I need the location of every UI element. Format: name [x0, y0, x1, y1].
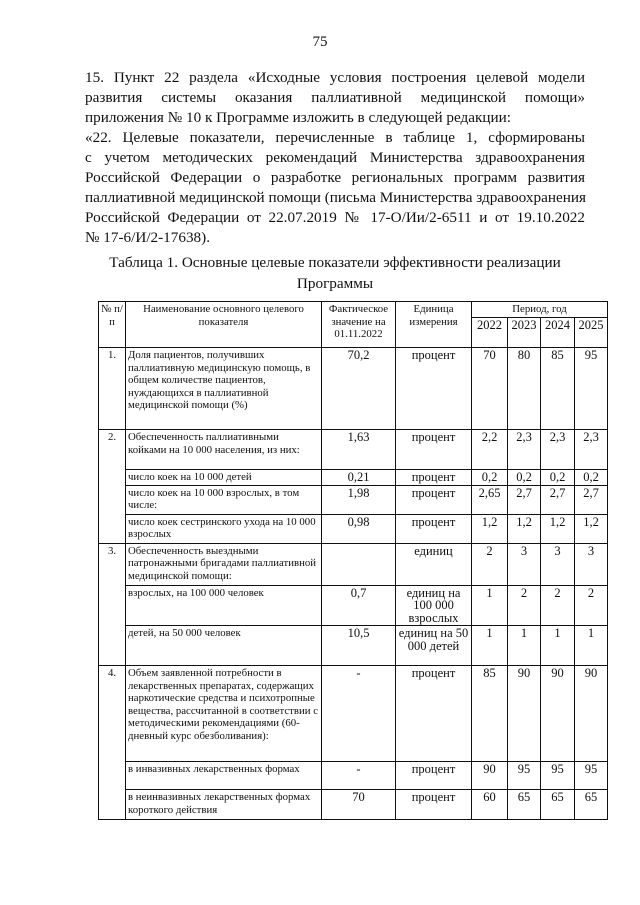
page-number: 75	[312, 34, 328, 50]
row-value-2022: 1	[472, 626, 508, 666]
header-period: Период, год	[472, 302, 608, 318]
header-num: № п/п	[99, 302, 126, 348]
row-value-2023: 3	[508, 543, 541, 585]
row-unit: процент	[396, 514, 472, 543]
row-value-2025: 95	[575, 762, 608, 790]
row-value-2023: 1,2	[508, 514, 541, 543]
row-value-2022: 2	[472, 543, 508, 585]
row-actual: 1,63	[322, 430, 396, 470]
row-actual: 0,98	[322, 514, 396, 543]
table-row	[99, 666, 608, 762]
row-value-2024: 0,2	[541, 470, 575, 486]
table-row	[99, 762, 608, 790]
row-actual: 0,21	[322, 470, 396, 486]
row-actual: 10,5	[322, 626, 396, 666]
row-name: взрослых, на 100 000 человек	[126, 585, 322, 626]
row-value-2022: 2,2	[472, 430, 508, 470]
row-value-2024: 2,7	[541, 485, 575, 514]
row-value-2023: 80	[508, 348, 541, 430]
row-value-2024: 2,3	[541, 430, 575, 470]
row-unit: единиц на 50 000 детей	[396, 626, 472, 666]
row-value-2025: 2,7	[575, 485, 608, 514]
row-actual: -	[322, 762, 396, 790]
table-row	[99, 543, 608, 585]
row-value-2023: 2,3	[508, 430, 541, 470]
row-name: Обеспеченность выездными патронажными бригадами паллиативной медицинской помощи:	[126, 543, 322, 585]
row-value-2024: 1	[541, 626, 575, 666]
row-unit: процент	[396, 666, 472, 762]
table-title-line-1: Таблица 1. Основные целевые показатели эффективности реализации	[109, 254, 561, 271]
row-value-2024: 2	[541, 585, 575, 626]
row-name: число коек сестринского ухода на 10 000 взрослых	[126, 514, 322, 543]
table-row	[99, 430, 608, 470]
row-value-2023: 0,2	[508, 470, 541, 486]
row-actual: 70,2	[322, 348, 396, 430]
row-value-2025: 3	[575, 543, 608, 585]
row-value-2025: 65	[575, 790, 608, 820]
paragraph-2-line-2: с учетом методических рекомендаций Министерства здравоохранения	[85, 149, 585, 166]
row-name: число коек на 10 000 детей	[126, 470, 322, 486]
row-name: Объем заявленной потребности в лекарственных препаратах, содержащих наркотические средства и психотропные вещества, рассчитанной в соответствии с методическими рекомендациями (60-дневный курс обезболивания):	[126, 666, 322, 762]
row-value-2022: 70	[472, 348, 508, 430]
row-num: 1.	[99, 348, 126, 430]
paragraph-1-line-3: приложения № 10 к Программе изложить в следующей редакции:	[85, 109, 511, 126]
table-row	[99, 348, 608, 430]
paragraph-1-line-2: развития системы оказания паллиативной медицинской помощи»	[85, 89, 585, 106]
header-year-2023: 2023	[508, 318, 541, 348]
row-value-2023: 1	[508, 626, 541, 666]
row-value-2024: 90	[541, 666, 575, 762]
row-value-2025: 1	[575, 626, 608, 666]
table-title-line-2: Программы	[296, 275, 374, 292]
row-value-2024: 95	[541, 762, 575, 790]
row-unit: процент	[396, 348, 472, 430]
row-name: в инвазивных лекарственных формах	[126, 762, 322, 790]
row-unit: единиц на 100 000 взрослых	[396, 585, 472, 626]
row-value-2022: 0,2	[472, 470, 508, 486]
row-value-2024: 65	[541, 790, 575, 820]
row-name: детей, на 50 000 человек	[126, 626, 322, 666]
paragraph-1-line-1: 15. Пункт 22 раздела «Исходные условия построения целевой модели	[85, 69, 585, 86]
table-row	[99, 485, 608, 514]
row-actual: -	[322, 666, 396, 762]
row-value-2023: 90	[508, 666, 541, 762]
row-value-2024: 85	[541, 348, 575, 430]
row-value-2024: 3	[541, 543, 575, 585]
row-value-2022: 90	[472, 762, 508, 790]
row-num: 4.	[99, 666, 126, 820]
row-value-2023: 65	[508, 790, 541, 820]
row-value-2022: 1,2	[472, 514, 508, 543]
row-value-2025: 90	[575, 666, 608, 762]
row-num: 3.	[99, 543, 126, 666]
row-value-2022: 1	[472, 585, 508, 626]
row-unit: процент	[396, 790, 472, 820]
paragraph-2-line-6: № 17-6/И/2-17638).	[85, 229, 211, 246]
row-value-2025: 1,2	[575, 514, 608, 543]
row-actual: 70	[322, 790, 396, 820]
row-value-2025: 2	[575, 585, 608, 626]
table-row	[99, 585, 608, 626]
row-unit: процент	[396, 470, 472, 486]
row-unit: процент	[396, 485, 472, 514]
row-value-2025: 95	[575, 348, 608, 430]
row-value-2022: 60	[472, 790, 508, 820]
row-unit: единиц	[396, 543, 472, 585]
row-name: Обеспеченность паллиативными койками на 10 000 населения, из них:	[126, 430, 322, 470]
row-value-2025: 2,3	[575, 430, 608, 470]
row-name: Доля пациентов, получивших паллиативную медицинскую помощь, в общем количестве пациентов, нуждающихся в паллиативной медицинской помощи (%)	[126, 348, 322, 430]
paragraph-2-line-3: Российской Федерации о разработке региональных программ развития	[85, 169, 585, 186]
row-name: число коек на 10 000 взрослых, в том числе:	[126, 485, 322, 514]
header-actual: Фактическое значение на 01.11.2022	[322, 302, 396, 348]
table-row	[99, 626, 608, 666]
row-actual	[322, 543, 396, 585]
paragraph-2-line-5: Российской Федерации от 22.07.2019 № 17-О/Ии/2-6511 и от 19.10.2022	[85, 209, 585, 226]
header-year-2022: 2022	[472, 318, 508, 348]
row-actual: 1,98	[322, 485, 396, 514]
row-unit: процент	[396, 762, 472, 790]
row-value-2023: 2,7	[508, 485, 541, 514]
header-year-2025: 2025	[575, 318, 608, 348]
targets-table	[98, 301, 608, 820]
header-name: Наименование основного целевого показателя	[126, 302, 322, 348]
header-year-2024: 2024	[541, 318, 575, 348]
row-num: 2.	[99, 430, 126, 544]
row-actual: 0,7	[322, 585, 396, 626]
row-name: в неинвазивных лекарственных формах короткого действия	[126, 790, 322, 820]
row-value-2022: 2,65	[472, 485, 508, 514]
header-unit: Единица измерения	[396, 302, 472, 348]
row-value-2023: 95	[508, 762, 541, 790]
paragraph-2-line-4: паллиативной медицинской помощи (письма Министерства здравоохранения	[85, 189, 586, 206]
row-value-2025: 0,2	[575, 470, 608, 486]
table-row	[99, 514, 608, 543]
row-value-2024: 1,2	[541, 514, 575, 543]
row-value-2023: 2	[508, 585, 541, 626]
table-row	[99, 470, 608, 486]
row-value-2022: 85	[472, 666, 508, 762]
row-unit: процент	[396, 430, 472, 470]
paragraph-2-line-1: «22. Целевые показатели, перечисленные в таблице 1, сформированы	[85, 129, 585, 146]
table-row	[99, 790, 608, 820]
